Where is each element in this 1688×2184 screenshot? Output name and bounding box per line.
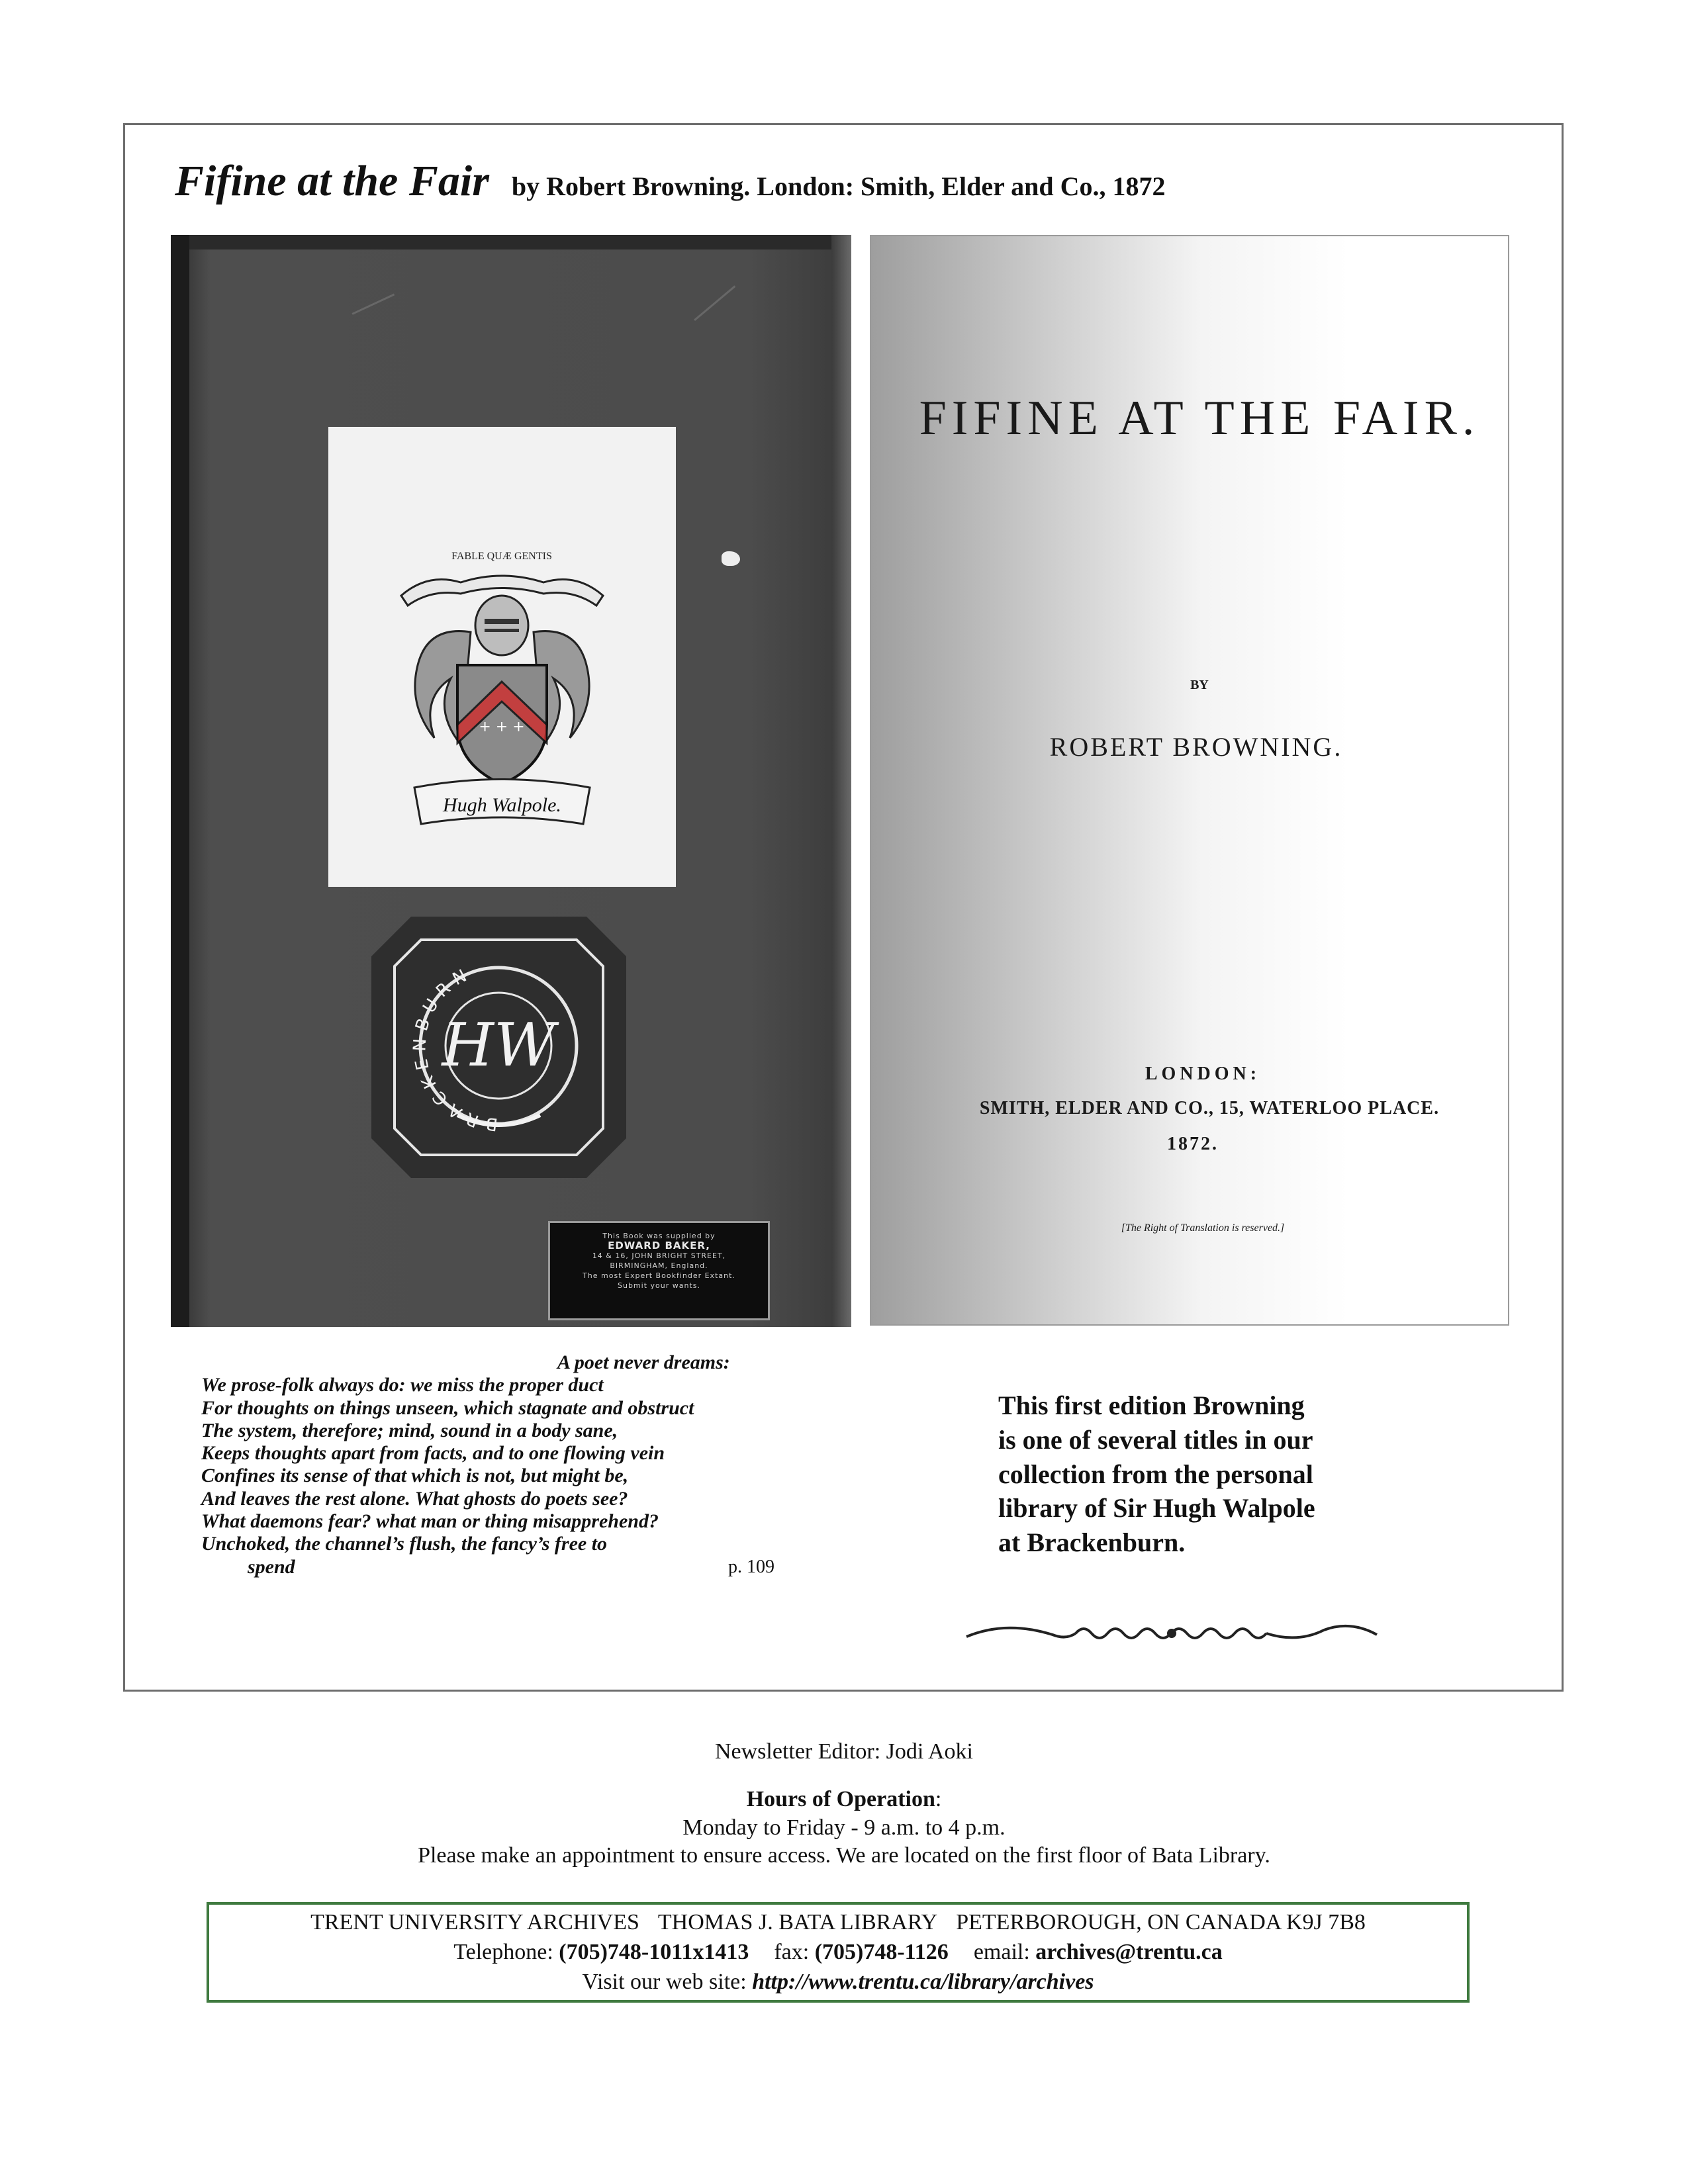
- seller-name: EDWARD BAKER,: [608, 1240, 710, 1251]
- seller-line: 14 & 16, JOHN BRIGHT STREET,: [592, 1251, 726, 1260]
- cover-tear: [722, 551, 740, 566]
- phone-line: [209, 1937, 1467, 1967]
- phone-label: Telephone:: [453, 1940, 553, 1964]
- svg-text:+ + +: + + +: [479, 719, 525, 735]
- poem-line: And leaves the rest alone. What ghosts do poets see?: [201, 1487, 628, 1510]
- hours-heading: [0, 1787, 1688, 1812]
- brackenburn-text: BRACKENBURN: [410, 963, 499, 1134]
- hours-of-operation: Monday to Friday - 9 a.m. to 4 p.m.: [682, 1815, 1006, 1840]
- title-page-photo: [870, 235, 1509, 1326]
- poem-line: What daemons fear? what man or thing misapprehend?: [201, 1510, 659, 1533]
- website-link[interactable]: http://www.trentu.ca/library/archives: [752, 1970, 1094, 1994]
- email-label: email:: [973, 1940, 1030, 1964]
- library-name: THOMAS J. BATA LIBRARY: [657, 1910, 938, 1934]
- email-link[interactable]: archives@trentu.ca: [1035, 1940, 1223, 1964]
- poem-line: Keeps thoughts apart from facts, and to one flowing vein: [201, 1442, 665, 1465]
- seller-line: This Book was supplied by: [602, 1232, 716, 1240]
- blurb-line: library of Sir Hugh Walpole: [998, 1493, 1315, 1524]
- contact-box: [207, 1902, 1470, 2003]
- brackenburn-label: [371, 917, 626, 1178]
- coat-of-arms-icon: [328, 427, 676, 887]
- book-byline: by Robert Browning. London: Smith, Elder and Co., 1872: [511, 171, 1166, 201]
- web-label: Visit our web site:: [582, 1970, 747, 1994]
- title-page-title: FIFINE AT THE FAIR.: [919, 391, 1480, 445]
- fax-number: (705)748-1126: [814, 1940, 949, 1964]
- blurb-line: is one of several titles in our: [998, 1424, 1313, 1455]
- poem-excerpt: [201, 1351, 837, 1578]
- blurb-line: collection from the personal: [998, 1459, 1313, 1489]
- institution-line: [209, 1907, 1467, 1937]
- appointment-note: Please make an appointment to ensure access. We are located on the first floor of Bata Library.: [418, 1843, 1270, 1868]
- cover-edge: [831, 235, 851, 1327]
- walpole-bookplate: [328, 427, 676, 887]
- phone-number: (705)748-1011x1413: [559, 1940, 749, 1964]
- page-reference: p. 109: [728, 1556, 774, 1577]
- collection-blurb: [998, 1388, 1369, 1560]
- book-cover-photo: [171, 235, 851, 1327]
- monogram: HW: [442, 1011, 555, 1080]
- title-page-author: ROBERT BROWNING.: [1049, 732, 1343, 762]
- cover-spine: [171, 235, 189, 1327]
- seller-line: Submit your wants.: [618, 1281, 700, 1290]
- address: PETERBOROUGH, ON CANADA K9J 7B8: [956, 1910, 1366, 1934]
- fax-label: fax:: [774, 1940, 810, 1964]
- poem-line: spend: [248, 1555, 295, 1578]
- title-page-city: LONDON:: [1145, 1064, 1261, 1084]
- cover-top-band: [171, 235, 851, 250]
- poem-line: For thoughts on things unseen, which stagnate and obstruct: [201, 1396, 694, 1419]
- bookseller-label: [548, 1221, 770, 1320]
- bookplate-name: Hugh Walpole.: [443, 794, 561, 816]
- seller-line: BIRMINGHAM, England.: [610, 1261, 708, 1270]
- poem-line: We prose-folk always do: we miss the proper duct: [201, 1374, 604, 1396]
- hours-colon: :: [935, 1787, 942, 1811]
- web-line: [209, 1967, 1467, 1997]
- archives-name: TRENT UNIVERSITY ARCHIVES: [310, 1910, 639, 1934]
- poem-line: The system, therefore; mind, sound in a body sane,: [201, 1419, 618, 1441]
- title-page-by: BY: [1190, 678, 1209, 692]
- brackenburn-monogram-icon: [371, 917, 626, 1178]
- blurb-line: This first edition Browning: [998, 1390, 1305, 1420]
- bookplate-motto: FABLE QUÆ GENTIS: [451, 551, 552, 562]
- poem-line: A poet never dreams:: [557, 1351, 730, 1373]
- seller-line: The most Expert Bookfinder Extant.: [583, 1271, 735, 1280]
- poem-line: Unchoked, the channel’s flush, the fancy’s free to: [201, 1533, 608, 1555]
- title-page-rights: [The Right of Translation is reserved.]: [1121, 1222, 1285, 1234]
- title-page-year: 1872.: [1167, 1134, 1219, 1154]
- title-page-publisher: SMITH, ELDER AND CO., 15, WATERLOO PLACE.: [979, 1098, 1440, 1118]
- newsletter-editor: Newsletter Editor: Jodi Aoki: [714, 1739, 973, 1764]
- poem-line: Confines its sense of that which is not, but might be,: [201, 1465, 629, 1487]
- hours-label: Hours of Operation: [746, 1787, 935, 1811]
- blurb-line: at Brackenburn.: [998, 1527, 1186, 1558]
- headline: [175, 156, 1166, 206]
- book-title: Fifine at the Fair: [175, 157, 489, 205]
- decorative-flourish-icon: [953, 1607, 1390, 1660]
- poem-line-last: [201, 1556, 837, 1578]
